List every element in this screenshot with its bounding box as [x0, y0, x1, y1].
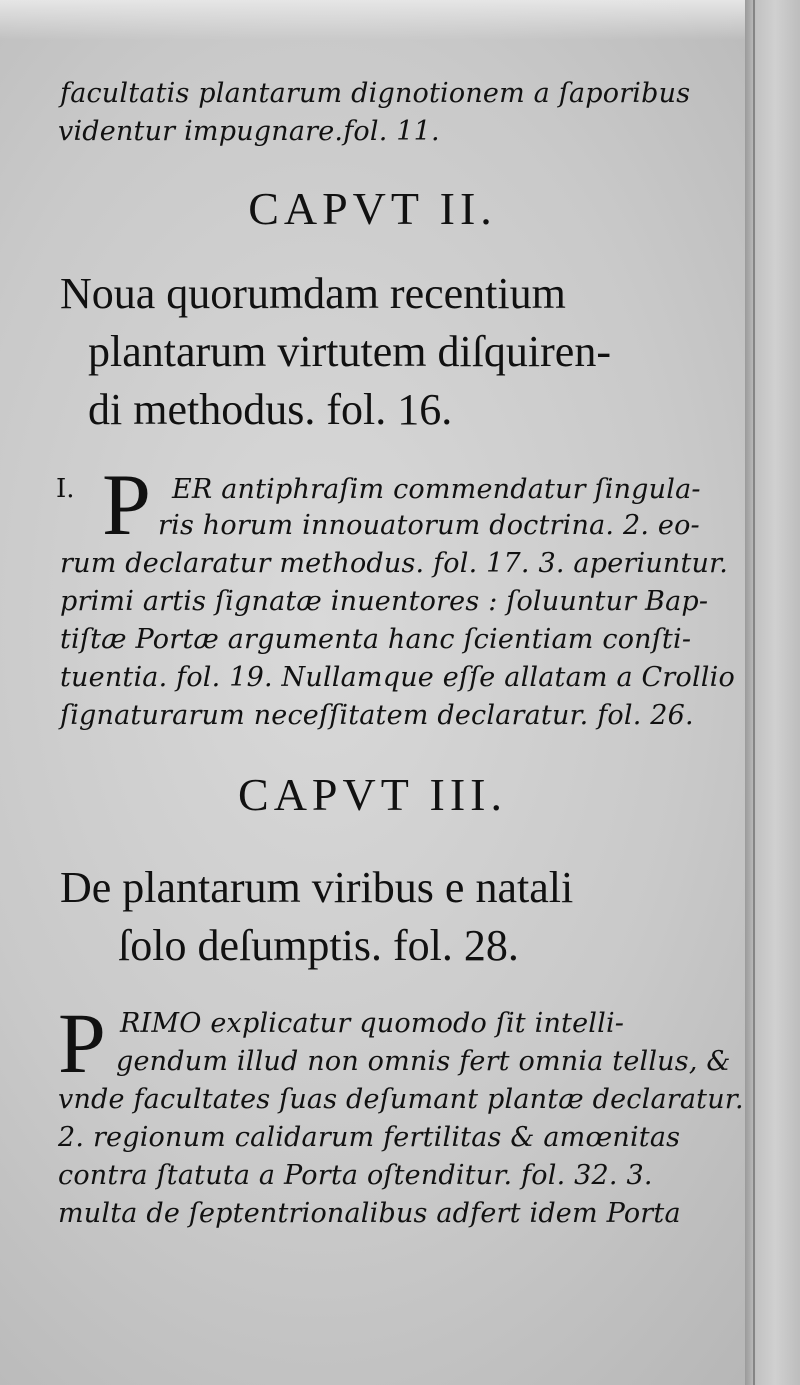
- chapter-2-title-line-1: Noua quorumdam recentium: [60, 269, 566, 318]
- chapter-3-title-line-1: De plantarum viribus e natali: [60, 863, 574, 912]
- chapter-3-text-line-1: RIMO explicatur quomodo ſit intelli-: [120, 1008, 625, 1039]
- intro-line-2: videntur impugnare.fol. 11.: [58, 116, 440, 147]
- section-marker: I.: [56, 474, 75, 504]
- chapter-2-text-line-5: tiſtæ Portæ argumenta hanc ſcientiam conſti-: [60, 624, 692, 655]
- intro-line-1: facultatis plantarum dignotionem a ſaporibus: [60, 78, 691, 109]
- chapter-3-text-line-2: gendum illud non omnis fert omnia tellus, &: [116, 1046, 731, 1077]
- drop-cap-p-chapter-2: P: [102, 457, 151, 554]
- chapter-heading-3: CAPVT III.: [238, 769, 507, 820]
- chapter-2-title-line-2: plantarum virtutem diſquiren-: [88, 327, 611, 376]
- chapter-2-text-line-4: primi artis ſignatæ inuentores : ſoluuntur Bap-: [60, 586, 709, 617]
- chapter-3-text-line-4: 2. regionum calidarum fertilitas & amœnitas: [58, 1122, 681, 1153]
- chapter-heading-2: CAPVT II.: [248, 183, 497, 234]
- chapter-3-title-line-2: ſolo deſumptis. fol. 28.: [118, 921, 519, 970]
- chapter-2-text-line-2: ris horum innouatorum doctrina. 2. eo-: [158, 510, 700, 541]
- chapter-2-text-line-3: rum declaratur methodus. fol. 17. 3. aperiuntur.: [60, 548, 729, 579]
- chapter-2-text-line-1: ER antiphraſim commendatur ſingula-: [172, 474, 701, 505]
- chapter-3-text-line-6: multa de ſeptentrionalibus adfert idem Porta: [58, 1198, 681, 1229]
- chapter-3-text-line-5: contra ſtatuta a Porta oſtenditur. fol. 32. 3.: [58, 1160, 653, 1191]
- page-top-shade: [0, 0, 800, 40]
- chapter-2-text-line-6: tuentia. fol. 19. Nullamque eſſe allatam a Crollio: [60, 662, 735, 693]
- page-gutter: [745, 0, 800, 1385]
- chapter-2-title-line-3: di methodus. fol. 16.: [88, 385, 453, 434]
- drop-cap-p-chapter-3: P: [58, 995, 106, 1091]
- chapter-2-text-line-7: ſignaturarum neceſſitatem declaratur. fol. 26.: [60, 700, 694, 731]
- chapter-3-text-line-3: vnde facultates ſuas deſumant plantæ declaratur.: [58, 1084, 744, 1115]
